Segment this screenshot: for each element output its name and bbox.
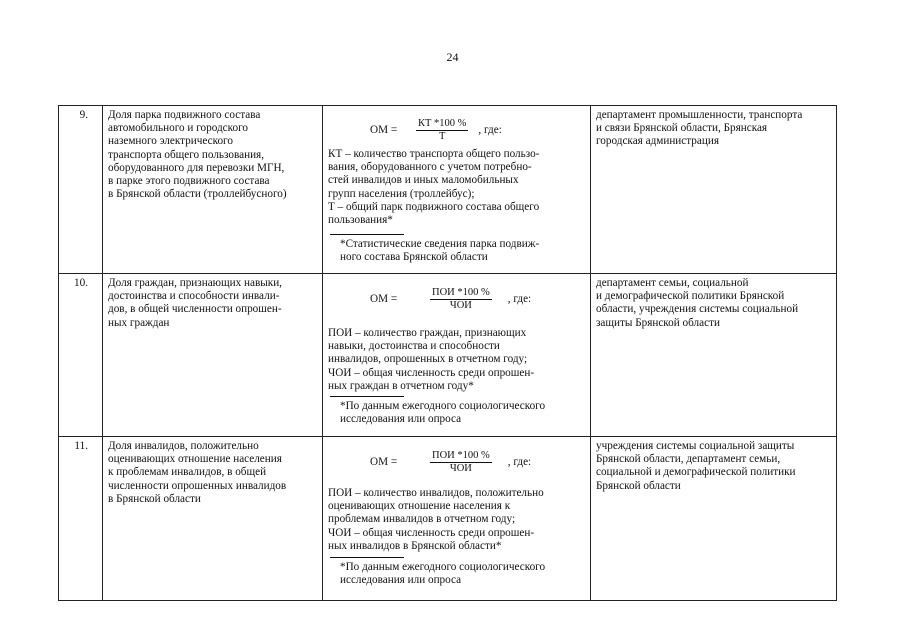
formula-denominator: ЧОИ	[449, 300, 472, 311]
indicators-table	[58, 105, 837, 601]
footnote-divider	[330, 557, 404, 558]
formula-cell	[323, 274, 591, 437]
formula-fraction	[416, 118, 468, 143]
responsible-text: департамент промышленности, транспорта и связи Брянской области, Брянская городская администрация	[591, 106, 837, 274]
indicator-text: Доля граждан, признающих навыки, достоинства и способности инвали- дов, в общей численности опрошен- ных граждан	[103, 274, 323, 437]
formula-numerator: ПОИ *100 %	[432, 450, 490, 461]
formula-definitions: ПОИ – количество граждан, признающих навыки, достоинства и способности инвалидов, опрошенных в отчетном году; ЧОИ – общая численность среди опрошен- ных граждан в отчетном году*	[328, 327, 535, 392]
formula-cell	[323, 106, 591, 274]
formula	[328, 450, 586, 482]
table-row	[59, 437, 837, 601]
formula-denominator: ЧОИ	[449, 463, 472, 474]
responsible-text: департамент семьи, социальной и демографической политики Брянской области, учреждения системы социальной защиты Брянской области	[591, 274, 837, 437]
table-row	[59, 274, 837, 437]
page-number: 24	[446, 50, 459, 64]
formula-lhs: ОМ =	[370, 124, 398, 136]
indicator-text: Доля парка подвижного состава автомобильного и городского наземного электрического транспорта общего пользования, оборудованного для перевозки МГН, в парке этого подвижного состава в Брянской области (троллейбусного)	[103, 106, 323, 274]
footnote-divider	[330, 234, 404, 235]
row-number: 11.	[59, 437, 103, 601]
formula-where: , где:	[507, 456, 532, 468]
footnote: *Статистические сведения парка подвиж- ного состава Брянской области	[340, 238, 540, 264]
table-row	[59, 106, 837, 274]
formula-fraction	[430, 450, 492, 475]
formula-definitions: КТ – количество транспорта общего пользо- вания, оборудованного с учетом потребно- стей инвалидов и иных маломобильных групп населения (троллейбус); Т – общий парк подвижного состава общего пользования*	[328, 148, 540, 227]
formula-numerator: КТ *100 %	[418, 118, 467, 129]
footnote: *По данным ежегодного социологического исследования или опроса	[340, 561, 546, 587]
footnote-divider	[330, 396, 404, 397]
formula	[328, 118, 586, 150]
footnote: *По данным ежегодного социологического исследования или опроса	[340, 400, 546, 426]
formula-numerator: ПОИ *100 %	[432, 287, 490, 298]
formula	[328, 287, 586, 319]
formula-lhs: ОМ =	[370, 293, 398, 305]
row-number: 9.	[59, 106, 103, 274]
formula-fraction	[430, 287, 492, 312]
formula-definitions: ПОИ – количество инвалидов, положительно оценивающих отношение населения к проблемам инвалидов в отчетном году; ЧОИ – общая численность среди опрошен- ных инвалидов в Брянской области*	[328, 487, 544, 552]
responsible-text: учреждения системы социальной защиты Брянской области, департамент семьи, социальной и демографической политики Брянской области	[591, 437, 837, 601]
formula-cell	[323, 437, 591, 601]
row-number: 10.	[59, 274, 103, 437]
formula-where: , где:	[478, 124, 502, 136]
formula-lhs: ОМ =	[370, 456, 398, 468]
formula-denominator: Т	[439, 131, 446, 142]
indicator-text: Доля инвалидов, положительно оценивающих отношение населения к проблемам инвалидов, в общей численности опрошенных инвалидов в Брянской области	[103, 437, 323, 601]
formula-where: , где:	[507, 293, 532, 305]
